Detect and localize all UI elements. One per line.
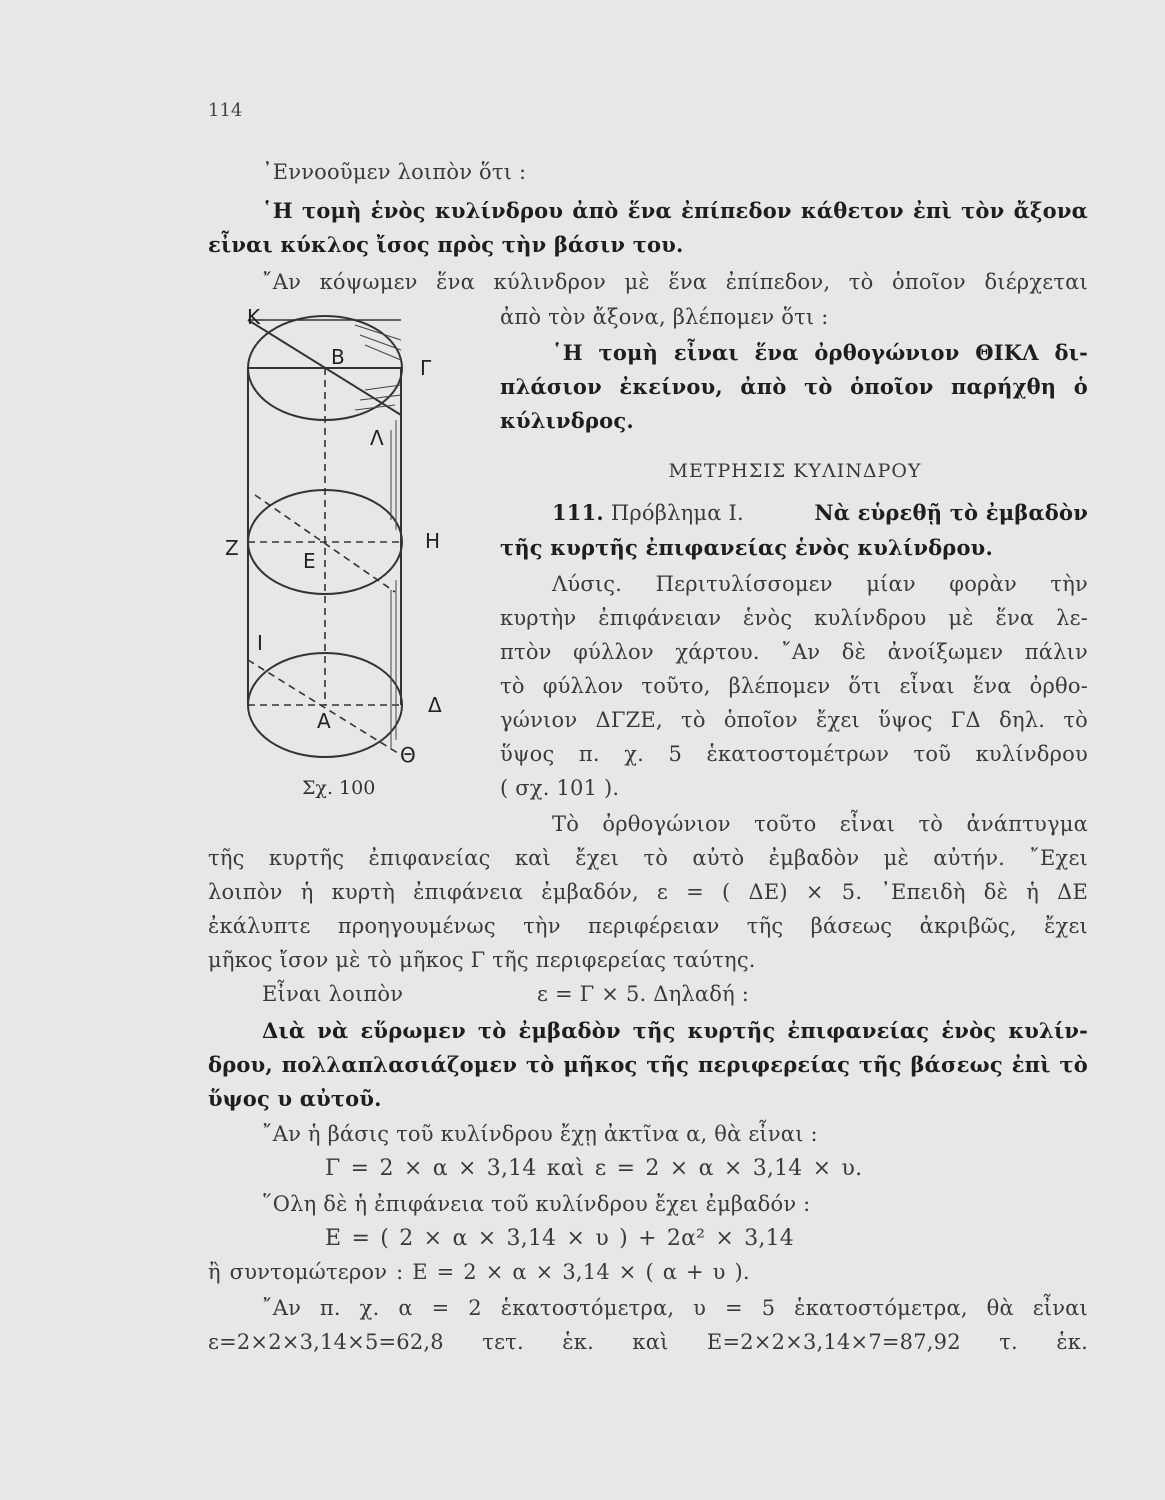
example-line-1: ῎Αν π. χ. α = 2 ἑκατοστόμετρα, υ = 5 ἑκατοστόμετρα, θὰ εἶναι (262, 1296, 1088, 1320)
solution-line-2: κυρτὴν ἐπιφάνειαν ἑνὸς κυλίνδρου μὲ ἕνα λε- (500, 606, 1088, 630)
label-Z: Ζ (225, 536, 239, 560)
label-I: Ι (257, 631, 263, 655)
rect-para-line-1: Τὸ ὀρθογώνιον τοῦτο εἶναι τὸ ἀνάπτυγμα (552, 812, 1088, 836)
rect-para-line-3: λοιπὸν ἡ κυρτὴ ἐπιφάνεια ἐμβαδόν, ε = ( ΔΕ) × 5. ᾿Επειδὴ δὲ ἡ ΔΕ (208, 880, 1088, 904)
rule-line-3: ὕψος υ αὐτοῦ. (208, 1086, 382, 1111)
radius-line: ῎Αν ἡ βάσις τοῦ κυλίνδρου ἔχῃ ἀκτῖνα α, θὰ εἶναι : (262, 1122, 818, 1146)
formula-1: Γ = 2 × α × 3,14 καὶ ε = 2 × α × 3,14 × υ. (325, 1156, 863, 1181)
section-heading: ΜΕΤΡΗΣΙΣ ΚΥΛΙΝΔΡΟΥ (668, 460, 922, 482)
therefore-formula: ε = Γ × 5. Δηλαδή : (537, 982, 750, 1006)
para-2-line-1: ῎Αν κόψωμεν ἕνα κύλινδρον μὲ ἕνα ἐπίπεδον, τὸ ὁποῖον διέρχεται (262, 270, 1088, 294)
therefore-label: Εἶναι λοιπὸν (262, 982, 404, 1006)
problem-line-1 (552, 500, 1088, 525)
page-number: 114 (208, 100, 243, 121)
theorem-1-line-2: εἶναι κύκλος ἴσος πρὸς τὴν βάσιν του. (208, 232, 684, 257)
label-D: Δ (428, 693, 442, 717)
para-2-line-2: ἀπὸ τὸν ἄξονα, βλέπομεν ὅτι : (500, 305, 829, 329)
solution-line-7: ( σχ. 101 ). (500, 776, 620, 800)
rule-line-2: δρου, πολλαπλασιάζομεν τὸ μῆκος τῆς περιφερείας τῆς βάσεως ἐπὶ τὸ (208, 1052, 1088, 1077)
theorem-2-line-3: κύλινδρος. (500, 408, 634, 433)
formula-2: Ε = ( 2 × α × 3,14 × υ ) + 2α² × 3,14 (325, 1226, 795, 1251)
solution-line-6: ὕψος π. χ. 5 ἑκατοστομέτρων τοῦ κυλίνδρου (500, 742, 1088, 766)
example-line-2: ε=2×2×3,14×5=62,8 τετ. ἑκ. καὶ Ε=2×2×3,14×7=87,92 τ. ἑκ. (208, 1330, 1088, 1354)
solution-line-4: τὸ φύλλον τοῦτο, βλέπομεν ὅτι εἶναι ἕνα ὀρθο- (500, 674, 1088, 698)
rect-para-line-2: τῆς κυρτῆς ἐπιφανείας καὶ ἔχει τὸ αὐτὸ ἐμβαδὸν μὲ αὐτήν. ῎Εχει (208, 846, 1088, 870)
problem-number: 111. (552, 500, 604, 525)
label-K: Κ (247, 305, 261, 329)
problem-label: Πρόβλημα Ι. (610, 501, 744, 525)
rect-para-line-4: ἐκάλυπτε προηγουμένως τὴν περιφέρειαν τῆς βάσεως ἀκριβῶς, ἔχει (208, 914, 1088, 938)
theorem-1-line-1: ῾Η τομὴ ἑνὸς κυλίνδρου ἀπὸ ἕνα ἐπίπεδον κάθετον ἐπὶ τὸν ἄξονα (262, 198, 1088, 223)
figure-caption: Σχ. 100 (302, 777, 376, 799)
cylinder-figure (215, 300, 465, 770)
label-A: Α (317, 709, 331, 733)
solution-line-3: πτὸν φύλλον χάρτου. ῎Αν δὲ ἀνοίξωμεν πάλιν (500, 640, 1088, 664)
formula-3: ἢ συντομώτερον : Ε = 2 × α × 3,14 × ( α + υ ). (208, 1260, 750, 1284)
rect-para-line-5: μῆκος ἴσον μὲ τὸ μῆκος Γ τῆς περιφερείας ταύτης. (208, 948, 756, 972)
problem-text-1: Νὰ εὑρεθῇ τὸ ἐμβαδὸν (814, 500, 1088, 525)
rule-line-1: Διὰ νὰ εὕρωμεν τὸ ἐμβαδὸν τῆς κυρτῆς ἐπιφανείας ἑνὸς κυλίν- (262, 1018, 1088, 1043)
label-E: Ε (303, 549, 316, 573)
solution-line-5: γώνιον ΔΓΖΕ, τὸ ὁποῖον ἔχει ὕψος ΓΔ δηλ. τὸ (500, 708, 1088, 732)
solution-line-1: Λύσις. Περιτυλίσσομεν μίαν φορὰν τὴν (552, 572, 1088, 596)
label-B: Β (331, 345, 345, 369)
label-H: Η (425, 529, 441, 553)
label-L: Λ (370, 426, 384, 450)
label-G: Γ (420, 356, 432, 380)
theorem-2-line-2: πλάσιον ἐκείνου, ἀπὸ τὸ ὁποῖον παρήχθη ὁ (500, 374, 1088, 399)
problem-text-2: τῆς κυρτῆς ἐπιφανείας ἑνὸς κυλίνδρου. (500, 535, 993, 560)
label-TH: Θ (400, 743, 416, 767)
intro-line: ᾿Εννοοῦμεν λοιπὸν ὅτι : (262, 160, 527, 184)
total-surface-line: ῞Ολη δὲ ἡ ἐπιφάνεια τοῦ κυλίνδρου ἔχει ἐμβαδόν : (262, 1192, 811, 1216)
theorem-2-line-1: ῾Η τομὴ εἶναι ἕνα ὀρθογώνιον ΘΙΚΛ δι- (552, 340, 1088, 365)
